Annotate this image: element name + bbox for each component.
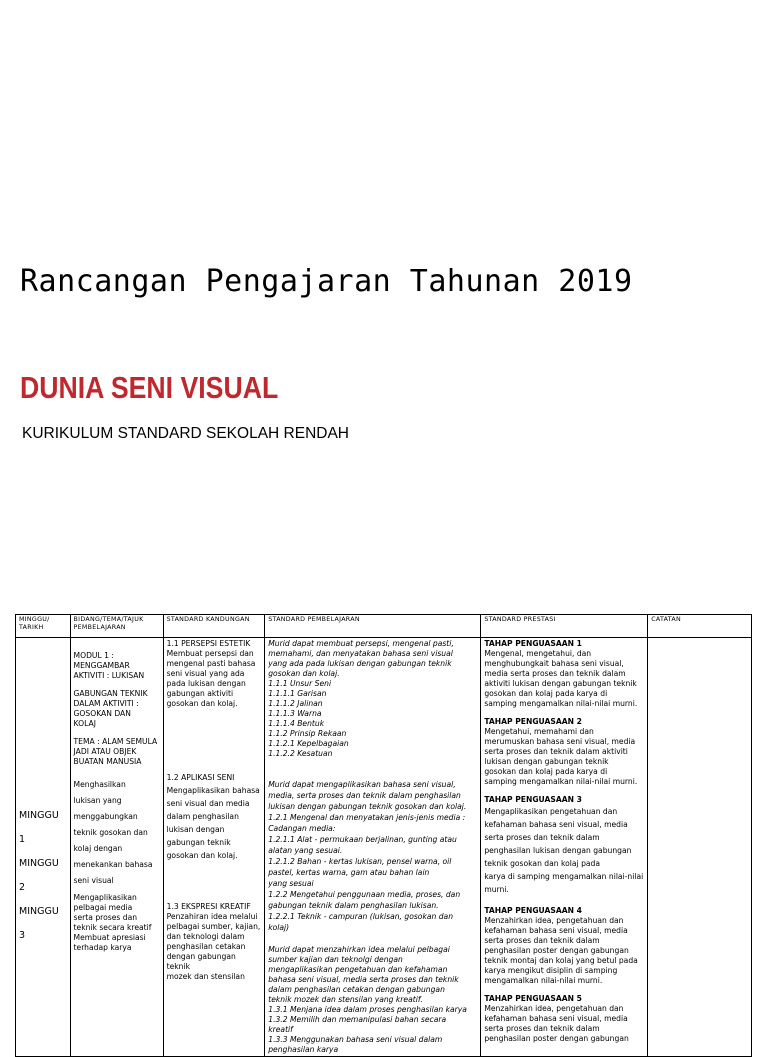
level-1-desc: Mengenal, mengetahui, dan menghubungkait bahasa seni visual, media serta proses dan teknik dalam aktiviti lukisan dengan gabungan teknik gosokan dan kolaj pada karya di samping mengamalkan nilai-nilai murni. xyxy=(484,649,638,708)
level-3-desc: Mengaplikasikan pengetahuan dan kefahaman bahasa seni visual, media serta proses dan teknik dalam penghasilan lukisan dengan gabungan teknik gosokan dan kolaj pada karya di samping mengamalkan nilai-nilai murni. xyxy=(484,807,644,894)
header-achievement-standard: STANDARD PRESTASI xyxy=(481,615,648,638)
header-content-standard: STANDARD KANDUNGAN xyxy=(163,615,265,638)
lesson-plan-table xyxy=(15,614,752,1057)
level-4-desc: Menzahirkan idea, pengetahuan dan kefahaman bahasa seni visual, media serta proses dan teknik dalam penghasilan poster dengan gabungan teknik montaj dan kolaj yang betul pada karya mengikut disiplin di samping mengamalkan nilai-nilai murni. xyxy=(484,916,638,985)
notes-cell xyxy=(648,638,752,1057)
learning-standard-1: Murid dapat membuat persepsi, mengenal pasti, memahami, dan menyatakan bahasa seni visual yang ada pada lukisan dengan gabungan teknik gosokan dan kolaj. 1.1.1 Unsur Seni 1.1.1.1 Garisan 1.1.1.2 Jalinan 1.1.1.3 Warna 1.1.1.4 Bentuk 1.1.2 Prinsip Rekaan 1.1.2.1 Kepelbagaian 1.1.2.2 Kesatuan xyxy=(268,639,454,758)
technique-label: GABUNGAN TEKNIK DALAM AKTIVITI : GOSOKAN DAN KOLAJ xyxy=(73,689,148,728)
header-week: MINGGU/ TARIKH xyxy=(16,615,71,638)
achievement-standard-cell xyxy=(481,638,648,1057)
content-standard-2: 1.2 APLIKASI SENI Mengaplikasikan bahasa seni visual dan media dalam penghasilan lukisan dengan gabungan teknik gosokan dan kolaj. xyxy=(166,773,260,860)
table-header-row xyxy=(16,615,752,638)
content-standard-cell xyxy=(163,638,265,1057)
header-learning-standard: STANDARD PEMBELAJARAN xyxy=(265,615,481,638)
learning-standard-cell xyxy=(265,638,481,1057)
header-topic: BIDANG/TEMA/TAJUK PEMBELAJARAN xyxy=(70,615,163,638)
document-subtitle: DUNIA SENI VISUAL xyxy=(20,370,279,405)
level-5-desc: Menzahirkan idea, pengetahuan dan kefahaman bahasa seni visual, media serta proses dan teknik dalam penghasilan poster dengan gabungan xyxy=(484,1004,629,1043)
level-3-title: TAHAP PENGUASAAN 3 xyxy=(484,795,582,804)
header-notes: CATATAN xyxy=(648,615,752,638)
level-2-desc: Mengetahui, memahami dan merumuskan bahasa seni visual, media serta proses dan teknik dalam aktiviti lukisan dengan gabungan teknik gosokan dan kolaj pada karya di samping mengamalkan nilai-nilai murni. xyxy=(484,727,638,786)
table-row xyxy=(16,638,752,1057)
level-1-title: TAHAP PENGUASAAN 1 xyxy=(484,639,582,648)
module-label: MODUL 1 : MENGGAMBAR AKTIVITI : LUKISAN xyxy=(73,651,145,680)
content-standard-1: 1.1 PERSEPSI ESTETIK Membuat persepsi dan mengenal pasti bahasa seni visual yang ada pada lukisan dengan gabungan aktiviti gosokan dan kolaj. xyxy=(166,639,256,708)
level-5-title: TAHAP PENGUASAAN 5 xyxy=(484,994,582,1003)
topic-cell xyxy=(70,638,163,1057)
objective-1: Menghasilkan lukisan yang menggabungkan teknik gosokan dan kolaj dengan menekankan bahasa seni visual xyxy=(73,780,153,885)
objective-2: Mengaplikasikan pelbagai media serta proses dan teknik secara kreatif xyxy=(73,893,152,932)
objective-3: Membuat apresiasi terhadap karya xyxy=(73,933,146,952)
level-2-title: TAHAP PENGUASAAN 2 xyxy=(484,717,582,726)
learning-standard-3: Murid dapat menzahirkan idea melalui pelbagai sumber kajian dan teknolgi dengan mengaplikasikan pengetahuan dan kefahaman bahasa seni visual, media serta proses dan teknik dalam penghasilan cetakan dengan gabungan teknik mozek dan stensilan yang kreatif. 1.3.1 Menjana idea dalam proses penghasilan karya 1.3.2 Memilih dan memanipulasi bahan secara kreatif 1.3.3 Menggunakan bahasa seni visual dalam penghasilan karya xyxy=(268,945,467,1054)
content-standard-3: 1.3 EKSPRESI KREATIF Penzahiran idea melalui pelbagai sumber, kajian, dan teknologi dalam penghasilan cetakan dengan gabungan teknik mozek dan stensilan xyxy=(166,902,261,981)
curriculum-label: KURIKULUM STANDARD SEKOLAH RENDAH xyxy=(22,425,349,442)
document-title: Rancangan Pengajaran Tahunan 2019 xyxy=(20,264,633,299)
week-cell: MINGGU 1 MINGGU 2 MINGGU 3 xyxy=(16,638,71,1057)
learning-standard-2: Murid dapat mengaplikasikan bahasa seni visual, media, serta proses dan teknik dalam penghasilan lukisan dengan gabungan teknik gosokan dan kolaj. 1.2.1 Mengenal dan menyatakan jenis-jenis media : Cadangan media: 1.2.1.1 Alat - permukaan berjalinan, gunting atau alatan yang sesuai. 1.2.1.2 Bahan - kertas lukisan, pensel warna, oil pastel, kertas warna, gam atau bahan lain yang sesuai 1.2.2 Mengetahui penggunaan media, proses, dan gabungan teknik dalam penghasilan lukisan. 1.2.2.1 Teknik - campuran (lukisan, gosokan dan kolaj) xyxy=(268,780,467,932)
theme-label: TEMA : ALAM SEMULA JADI ATAU OBJEK BUATAN MANUSIA xyxy=(73,737,158,766)
level-4-title: TAHAP PENGUASAAN 4 xyxy=(484,906,582,915)
